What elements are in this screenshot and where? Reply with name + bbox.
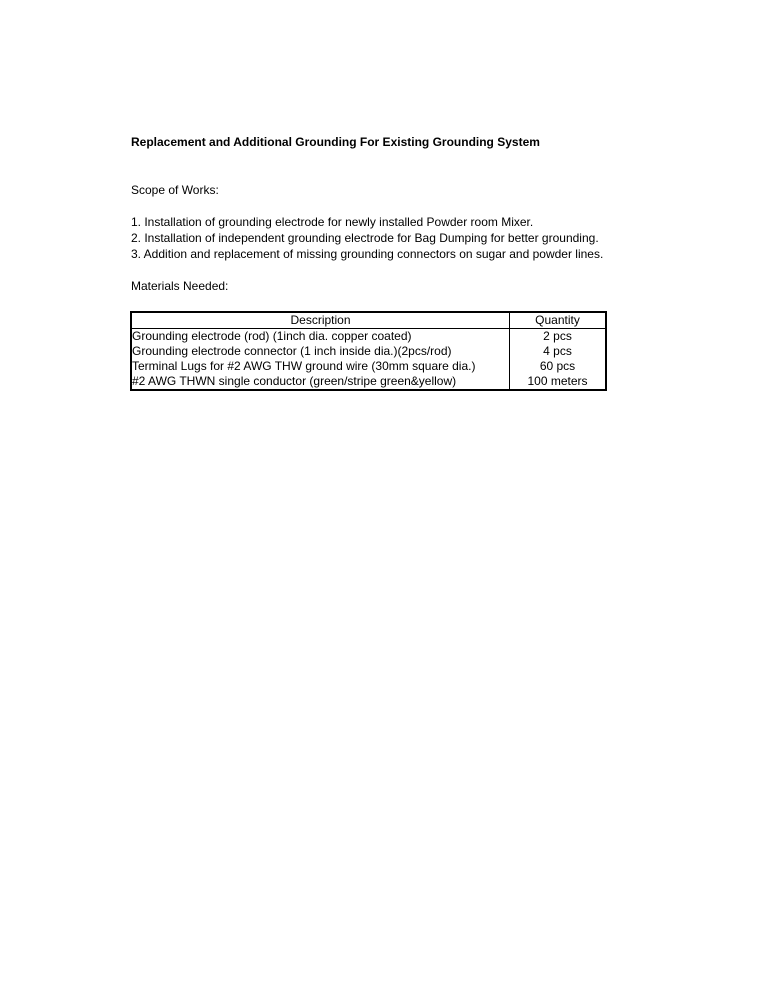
table-row — [131, 344, 606, 359]
header-quantity: Quantity — [510, 312, 607, 329]
scope-heading: Scope of Works: — [131, 183, 219, 197]
row-quantity: 4 pcs — [510, 344, 607, 359]
scope-item-3: 3. Addition and replacement of missing grounding connectors on sugar and powder lines. — [131, 247, 604, 261]
table-row — [131, 329, 606, 345]
scope-item-2: 2. Installation of independent grounding electrode for Bag Dumping for better grounding. — [131, 231, 599, 245]
materials-table — [130, 311, 607, 391]
row-description: #2 AWG THWN single conductor (green/stripe green&yellow) — [131, 374, 510, 390]
table-row — [131, 374, 606, 390]
header-description: Description — [131, 312, 510, 329]
document-title: Replacement and Additional Grounding For Existing Grounding System — [131, 135, 540, 149]
scope-item-1: 1. Installation of grounding electrode for newly installed Powder room Mixer. — [131, 215, 534, 229]
row-description: Grounding electrode connector (1 inch inside dia.)(2pcs/rod) — [131, 344, 510, 359]
row-description: Grounding electrode (rod) (1inch dia. copper coated) — [131, 329, 510, 345]
row-quantity: 60 pcs — [510, 359, 607, 374]
table-row — [131, 359, 606, 374]
row-quantity: 100 meters — [510, 374, 607, 390]
table-header-row — [131, 312, 606, 329]
materials-heading: Materials Needed: — [131, 279, 229, 293]
row-description: Terminal Lugs for #2 AWG THW ground wire (30mm square dia.) — [131, 359, 510, 374]
row-quantity: 2 pcs — [510, 329, 607, 345]
